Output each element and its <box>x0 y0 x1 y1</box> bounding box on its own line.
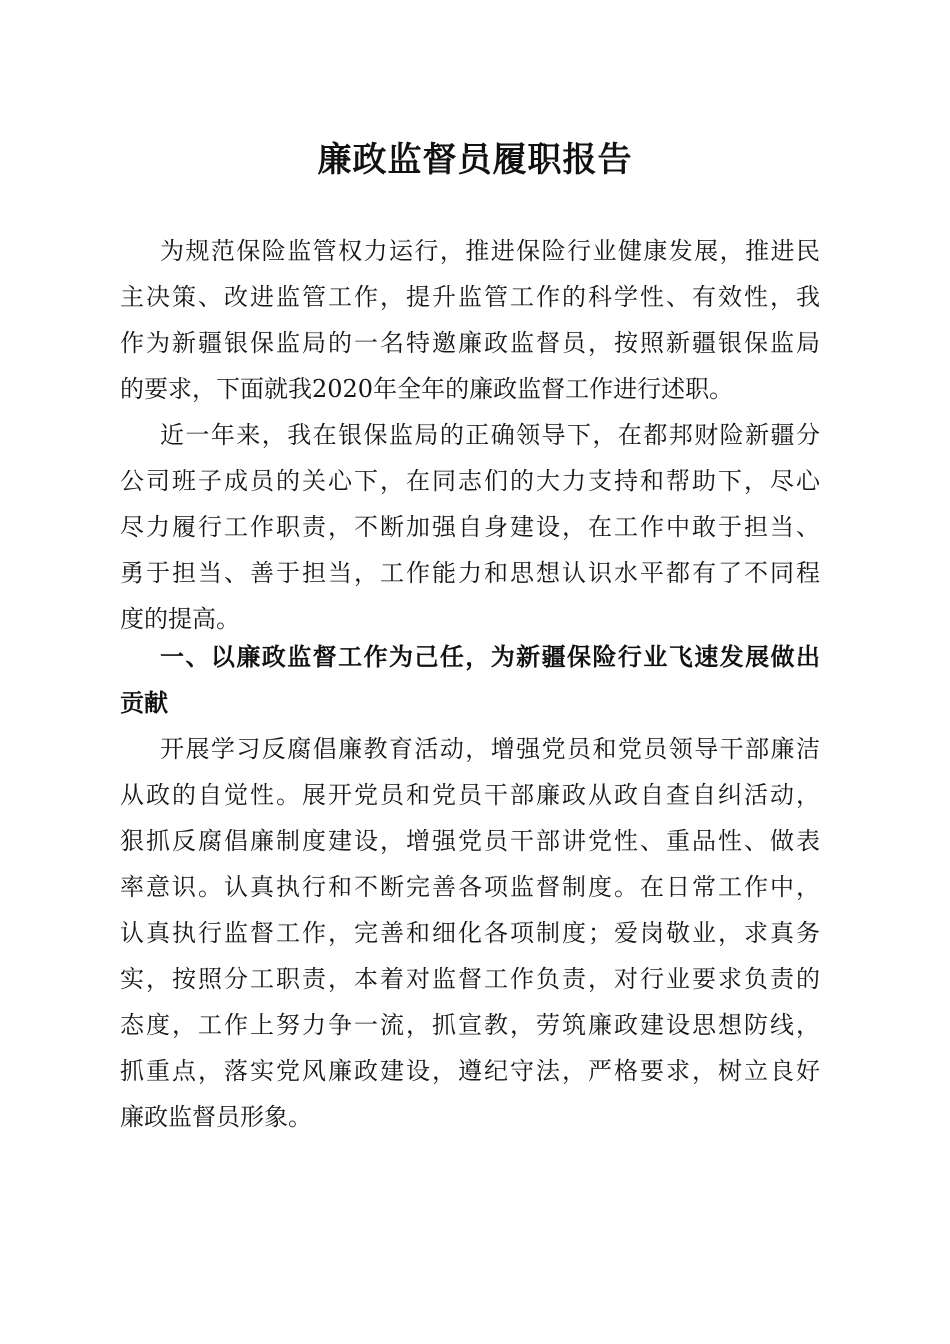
section-heading-line-2: 贡献 <box>120 689 168 717</box>
paragraph-2-line-2: 公司班子成员的关心下，在同志们的大力支持和帮助下，尽心 <box>120 467 820 495</box>
paragraph-2-line-3: 尽力履行工作职责，不断加强自身建设，在工作中敢于担当、 <box>120 513 820 541</box>
paragraph-3-line-7: 态度，工作上努力争一流，抓宣教，劳筑廉政建设思想防线， <box>120 1011 820 1039</box>
section-heading-line-1: 一、以廉政监督工作为己任，为新疆保险行业飞速发展做出 <box>160 643 820 671</box>
document-title: 廉政监督员履职报告 <box>317 140 633 180</box>
paragraph-3-line-9: 廉政监督员形象。 <box>120 1103 312 1131</box>
paragraph-1-line-3: 作为新疆银保监局的一名特邀廉政监督员，按照新疆银保监局 <box>120 329 820 357</box>
paragraph-3-line-1: 开展学习反腐倡廉教育活动，增强党员和党员领导干部廉洁 <box>160 735 820 763</box>
paragraph-1-line-1: 为规范保险监管权力运行，推进保险行业健康发展，推进民 <box>160 237 820 265</box>
paragraph-3-line-2: 从政的自觉性。展开党员和党员干部廉政从政自查自纠活动， <box>120 781 820 809</box>
paragraph-3-line-6: 实，按照分工职责，本着对监督工作负责，对行业要求负责的 <box>120 965 820 993</box>
paragraph-3-line-4: 率意识。认真执行和不断完善各项监督制度。在日常工作中， <box>120 873 820 901</box>
paragraph-3-line-8: 抓重点，落实党风廉政建设，遵纪守法，严格要求，树立良好 <box>120 1057 820 1085</box>
paragraph-1-line-4: 的要求，下面就我2020年全年的廉政监督工作进行述职。 <box>120 375 734 403</box>
paragraph-2-line-1: 近一年来，我在银保监局的正确领导下，在都邦财险新疆分 <box>160 421 820 449</box>
paragraph-2-line-5: 度的提高。 <box>120 605 240 633</box>
paragraph-3-line-5: 认真执行监督工作，完善和细化各项制度；爱岗敬业，求真务 <box>120 919 820 947</box>
paragraph-3-line-3: 狠抓反腐倡廉制度建设，增强党员干部讲党性、重品性、做表 <box>120 827 820 855</box>
paragraph-1-line-2: 主决策、改进监管工作，提升监管工作的科学性、有效性，我 <box>120 283 820 311</box>
paragraph-2-line-4: 勇于担当、善于担当，工作能力和思想认识水平都有了不同程 <box>120 559 820 587</box>
